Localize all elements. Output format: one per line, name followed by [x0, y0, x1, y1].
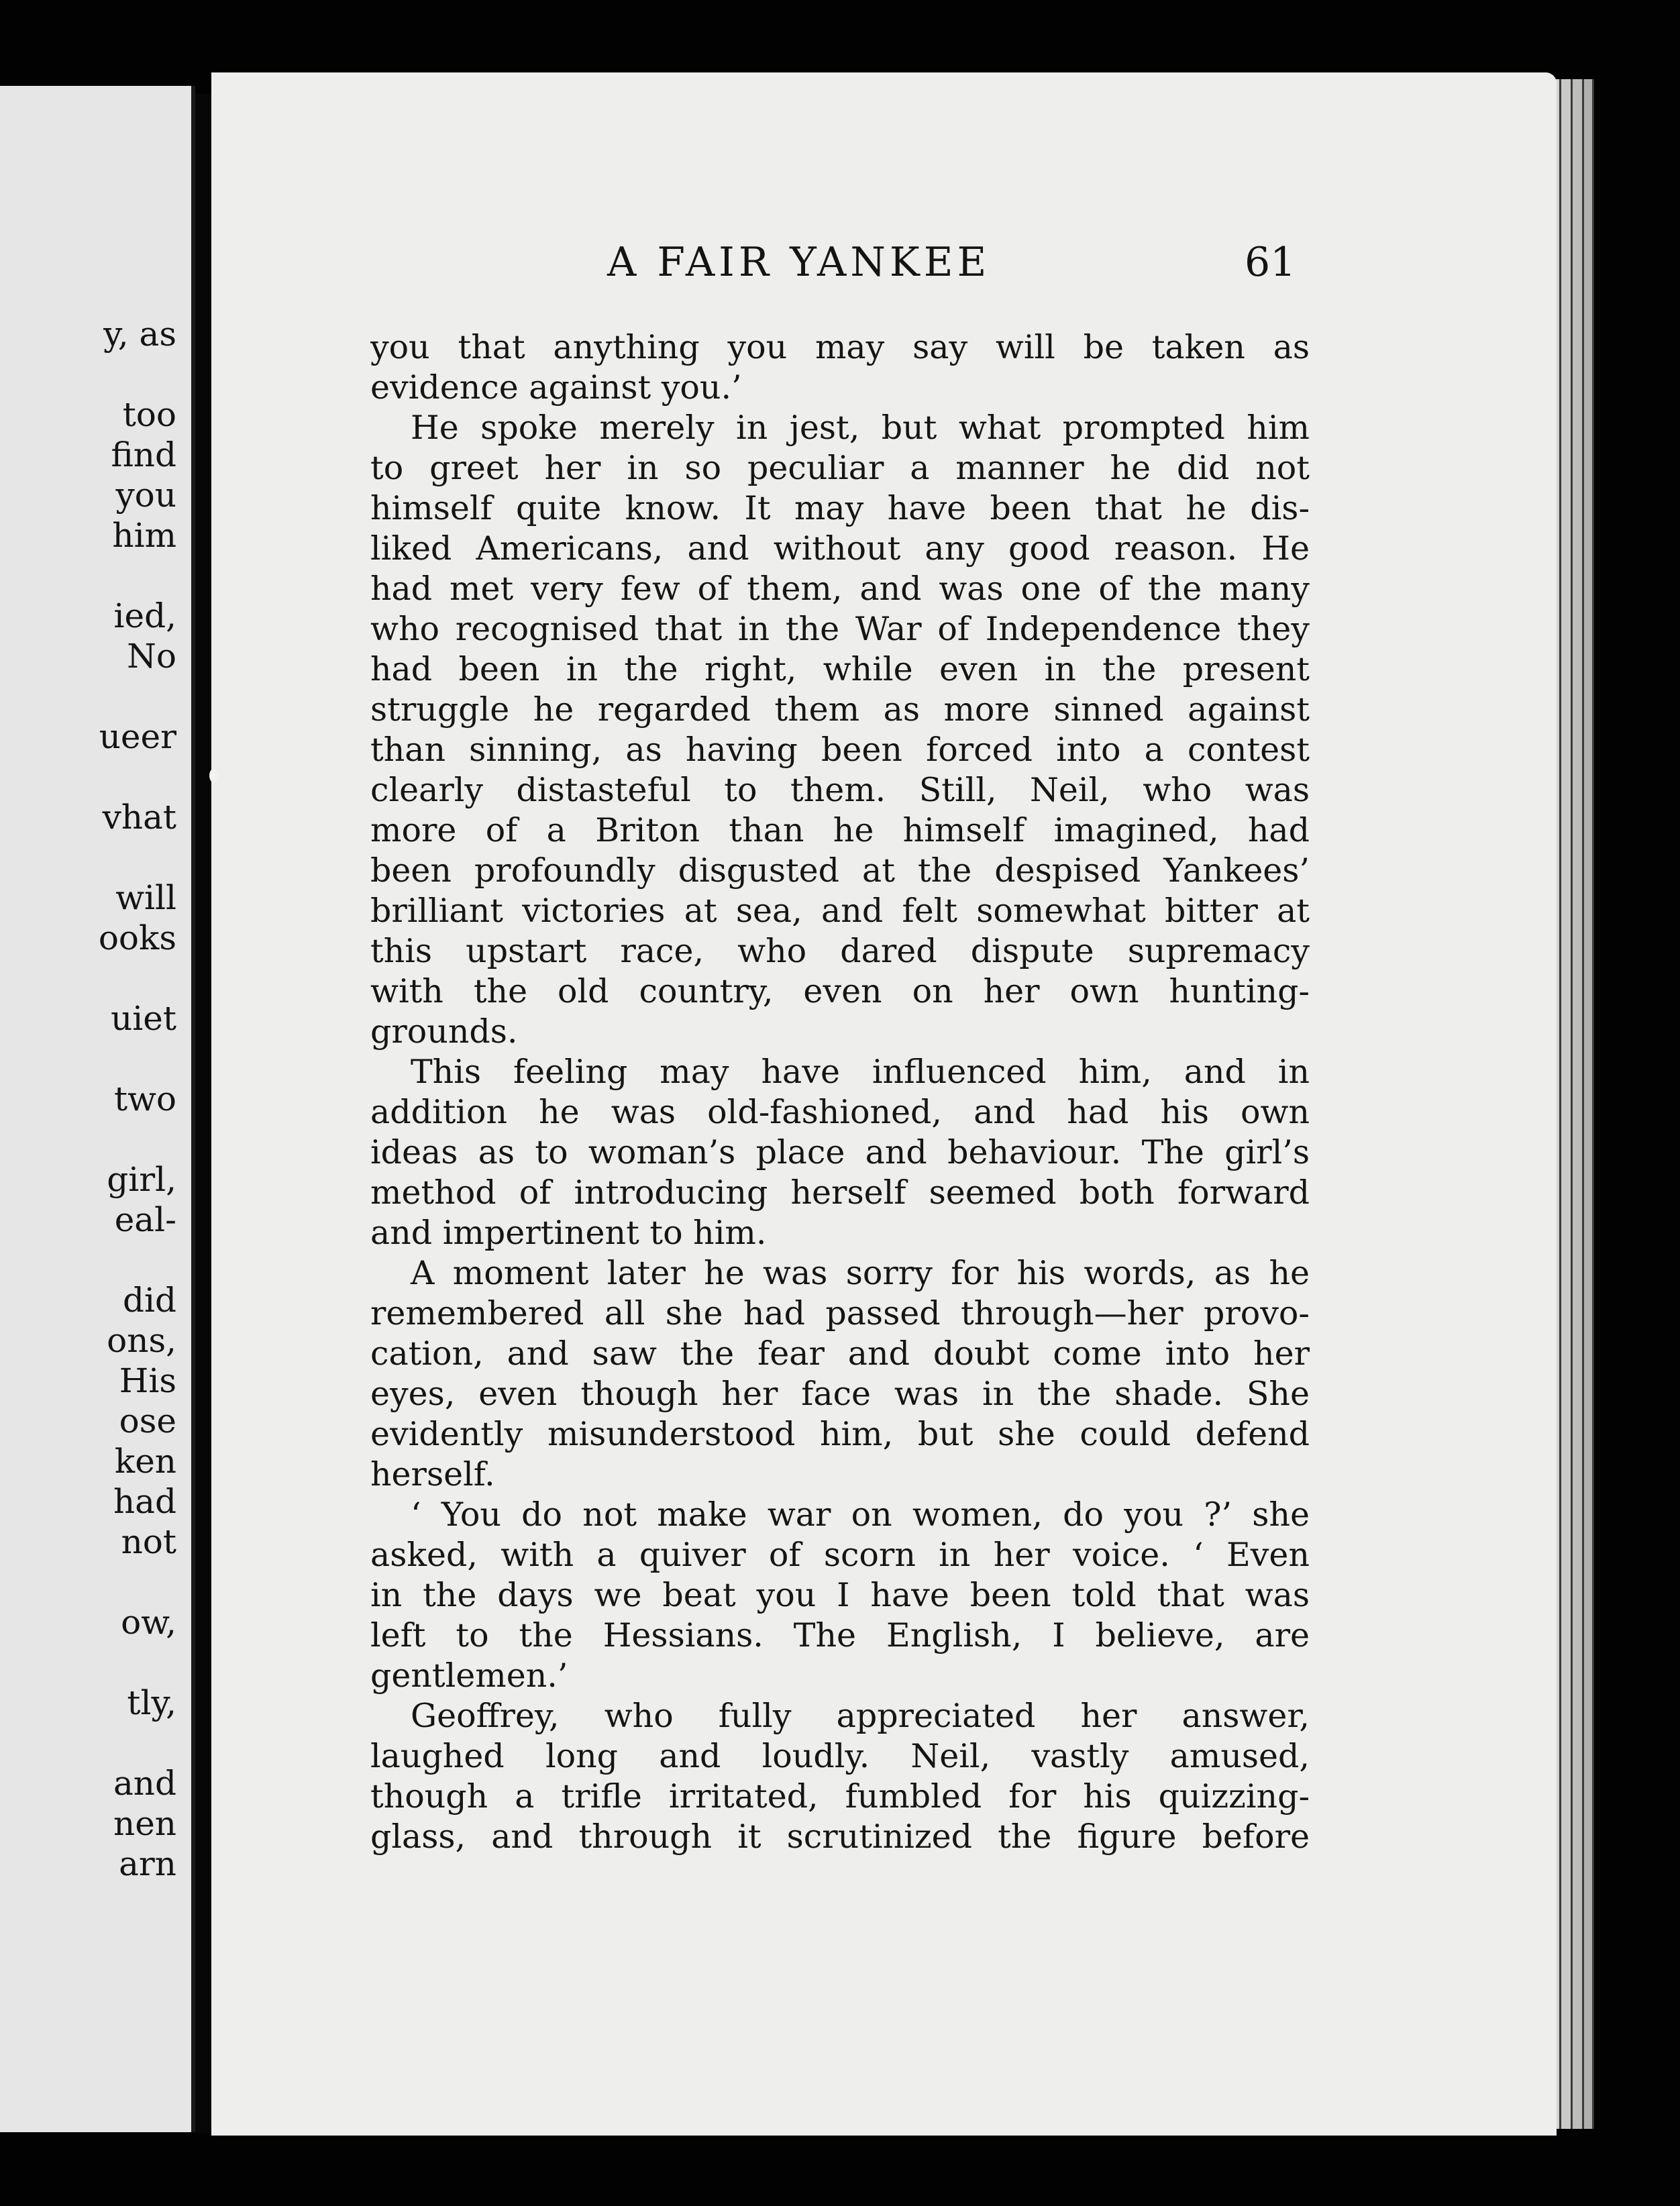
text-line: to greet her in so peculiar a manner he did not [370, 449, 1310, 487]
facing-page-text-fragment: His [119, 1361, 176, 1400]
text-line: gentlemen.’ [370, 1657, 568, 1695]
text-line: liked Americans, and without any good reason. He [370, 529, 1310, 568]
page-number: 61 [1245, 239, 1296, 286]
facing-page-text-fragment: nen [113, 1804, 176, 1843]
text-line: you that anything you may say will be taken as [370, 328, 1310, 366]
text-line: ideas as to woman’s place and behaviour. The girl’s [370, 1133, 1310, 1171]
text-line: cation, and saw the fear and doubt come into her [370, 1334, 1310, 1373]
facing-page-text-fragment: ow, [121, 1603, 176, 1642]
text-line: himself quite know. It may have been that he dis- [370, 489, 1310, 527]
text-line: in the days we beat you I have been told that was [370, 1576, 1310, 1614]
text-line: glass, and through it scrutinized the figure before [370, 1818, 1310, 1856]
text-line: addition he was old-fashioned, and had his own [370, 1093, 1310, 1131]
text-line: clearly distasteful to them. Still, Neil, who was [370, 771, 1310, 809]
text-line: who recognised that in the War of Independence they [370, 610, 1310, 648]
text-line: This feeling may have influenced him, and in [411, 1053, 1310, 1091]
facing-page-text-fragment: ose [119, 1402, 176, 1440]
text-line: asked, with a quiver of scorn in her voice. ‘ Even [370, 1536, 1310, 1574]
facing-page-text-fragment: and [113, 1764, 176, 1803]
text-line: He spoke merely in jest, but what prompted him [411, 409, 1310, 447]
facing-page-text-fragment: ueer [99, 717, 176, 756]
facing-page-text-fragment: ken [114, 1442, 176, 1481]
text-line: left to the Hessians. The English, I believe, are [370, 1616, 1310, 1654]
facing-page-text-fragment: ons, [107, 1321, 176, 1360]
facing-page-text-fragment: girl, [107, 1160, 176, 1199]
text-line: than sinning, as having been forced into a contest [370, 731, 1310, 769]
text-line: had been in the right, while even in the present [370, 650, 1310, 688]
facing-page-text-fragment: arn [119, 1844, 176, 1883]
facing-page-left [0, 86, 195, 2132]
text-line: this upstart race, who dared dispute supremacy [370, 932, 1310, 970]
facing-page-text-fragment: eal- [114, 1200, 176, 1239]
text-line: and impertinent to him. [370, 1214, 767, 1252]
text-line: herself. [370, 1455, 495, 1493]
body-text [370, 327, 1310, 1857]
text-line: brilliant victories at sea, and felt somewhat bitter at [370, 892, 1310, 930]
text-line: ‘ You do not make war on women, do you ?’ she [411, 1495, 1310, 1534]
facing-page-text-fragment: not [121, 1522, 176, 1561]
facing-page-text-fragment: him [112, 516, 176, 555]
text-line: A moment later he was sorry for his words, as he [411, 1254, 1310, 1292]
text-line: evidently misunderstood him, but she could defend [370, 1415, 1310, 1453]
text-line: eyes, even though her face was in the shade. She [370, 1375, 1310, 1413]
text-line: more of a Briton than he himself imagined, had [370, 811, 1310, 849]
text-line: struggle he regarded them as more sinned against [370, 690, 1310, 729]
facing-page-text-fragment: ooks [98, 918, 176, 957]
facing-page-text-fragment: ied, [113, 596, 176, 635]
running-header-title: A FAIR YANKEE [607, 239, 991, 286]
facing-page-text-fragment: too [122, 395, 176, 434]
paper-blemish [209, 769, 217, 782]
page-edge-stack [1584, 79, 1594, 2129]
text-line: evidence against you.’ [370, 368, 742, 407]
facing-page-text-fragment: y, as [103, 315, 176, 354]
facing-page-text-fragment: find [111, 435, 176, 474]
facing-page-text-fragment: will [115, 878, 176, 917]
text-line: been profoundly disgusted at the despised Yankees’ [370, 851, 1310, 890]
facing-page-text-fragment: uiet [111, 999, 176, 1038]
facing-page-text-fragment: vhat [102, 798, 176, 837]
book-gutter [195, 94, 211, 2134]
text-line: had met very few of them, and was one of the many [370, 570, 1310, 608]
text-line: remembered all she had passed through—her provo- [370, 1294, 1310, 1332]
text-line: laughed long and loudly. Neil, vastly amused, [370, 1737, 1310, 1775]
page-edge-stack [1573, 79, 1584, 2129]
facing-page-text-fragment: you [115, 476, 176, 515]
text-line: method of introducing herself seemed both forward [370, 1173, 1310, 1212]
facing-page-text-fragment: No [127, 637, 176, 676]
facing-page-text-fragment: tly, [127, 1683, 176, 1722]
page-edge-stack [1561, 79, 1573, 2129]
text-line: with the old country, even on her own hunting- [370, 972, 1310, 1010]
facing-page-text-fragment: two [114, 1080, 176, 1118]
facing-page-text-fragment: did [122, 1281, 176, 1320]
text-line: Geoffrey, who fully appreciated her answer, [411, 1697, 1310, 1735]
text-line: grounds. [370, 1012, 518, 1051]
facing-page-text-fragment: had [113, 1482, 176, 1521]
text-line: though a trifle irritated, fumbled for his quizzing- [370, 1777, 1310, 1816]
